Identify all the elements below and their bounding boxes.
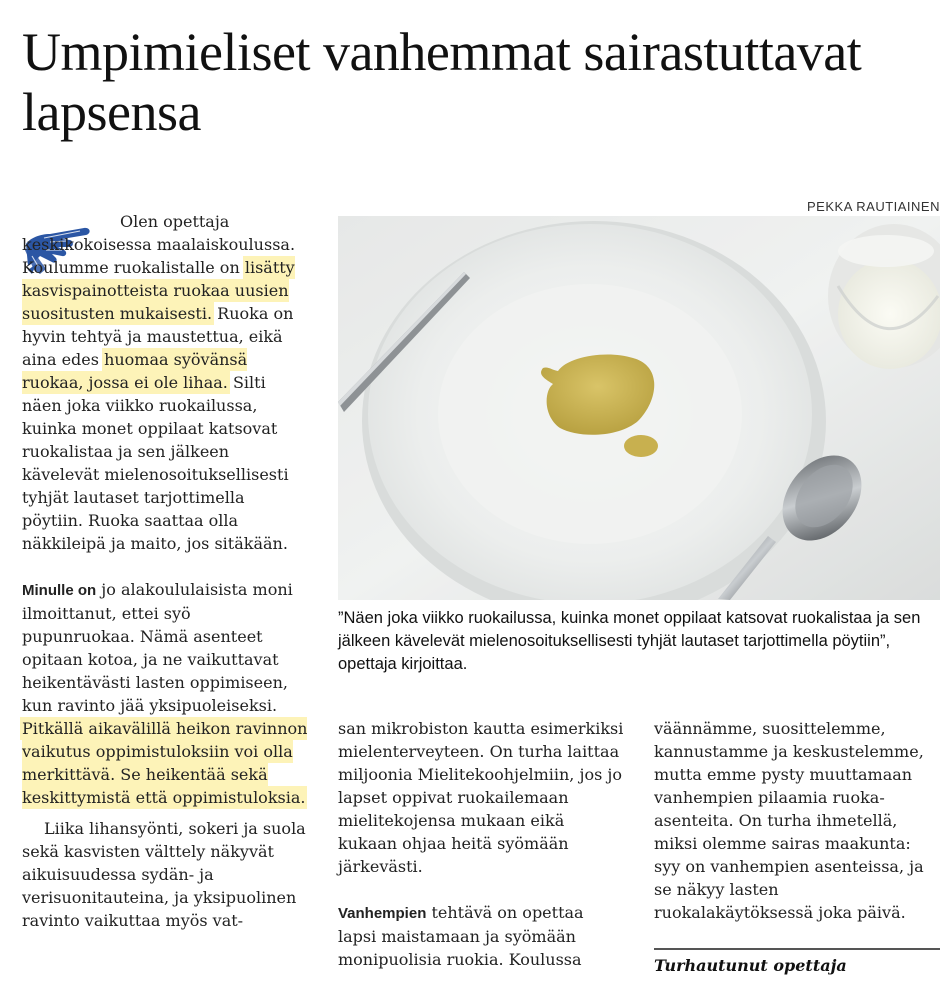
paragraph-1-intro: Olen opettaja keskikokoisessa maalaiskoulussa. Koulumme ruokalistalle on	[22, 212, 296, 277]
paragraph-4-text: tehtävä on opettaa lapsi maistamaan ja syömään monipuolisia ruokia. Koulussa	[338, 903, 584, 969]
article-column-3	[654, 717, 940, 924]
article-column-1-text	[22, 210, 308, 932]
paragraph-3-continued: san mikrobiston kautta esimerkiksi mielenterveyteen. On turha laittaa miljoonia Mielitekoohjelmiin, jos jo lapset oppivat ruokailemaan mielitekojensa mukaan eikä kukaan ohjaa heitä syömään järkevästi.	[338, 719, 624, 876]
highlight-1: lisätty kasvispainotteista ruokaa uusien suositusten mukaisesti.	[22, 258, 295, 323]
article-column-2	[338, 717, 626, 971]
headline: Umpimieliset vanhemmat sairastuttavat lapsensa	[22, 22, 862, 142]
paragraph-1-end: Silti näen joka viikko ruokailussa, kuinka monet oppilaat katsovat ruokalistaa ja sen jälkeen kävelevät mielenosoituksellisesti tyhjät lautaset tarjottimella pöytiin. Ruoka saattaa olla näkkileipä ja maito, jos sitäkään.	[22, 373, 289, 553]
paragraph-1-text	[22, 210, 308, 555]
highlight-3: Pitkällä aikavälillä heikon ravinnon vaikutus oppimistuloksiin voi olla merkittävä. Se heikentää sekä keskittymistä että oppimistuloksia.	[22, 719, 308, 807]
run-in-heading: Minulle on	[22, 582, 97, 599]
paragraph-4-continued: väännämme, suosittelemme, kannustamme ja keskustelemme, mutta emme pysty muuttamaan vanhempien pilaamia ruoka-asenteita. On turha ihmetellä, miksi olemme sairas maakunta: syy on vanhempien asenteissa, ja se näkyy lasten ruokalakäytöksessä joka päivä.	[654, 719, 924, 922]
paragraph-4-start	[338, 901, 626, 971]
signature-divider	[654, 948, 940, 950]
paragraph-2-text: jo alakoululaisista moni ilmoittanut, ettei syö pupunruokaa. Nämä asenteet opitaan kotoa, ja ne vaikuttavat heikentävästi lasten oppimiseen, kun ravinto jää yksipuoleiseksi.	[22, 580, 293, 715]
paragraph-3-start: Liika lihansyönti, sokeri ja suola sekä kasvisten välttely näkyvät aikuisuudessa sydän- ja verisuonitauteina, ja yksipuolinen ravinto vaikuttaa myös vat-	[22, 819, 306, 930]
paragraph-2	[22, 578, 308, 809]
photo-caption: ”Näen joka viikko ruokailussa, kuinka monet oppilaat katsovat ruokalistaa ja sen jälkeen kävelevät mielenosoituksellisesti tyhjät lautaset tarjottimella pöytiin”, opettaja kirjoittaa.	[338, 609, 921, 673]
paragraph-1-middle: Ruoka on hyvin tehtyä ja maustettua, eikä aina edes	[22, 304, 294, 369]
highlight-2: huomaa syövänsä ruokaa, jossa ei ole lihaa.	[22, 350, 248, 392]
photo-credit: PEKKA RAUTIAINEN	[807, 199, 940, 214]
signature: Turhautunut opettaja	[654, 956, 847, 975]
article-photo	[338, 216, 940, 600]
run-in-heading-2: Vanhempien	[338, 905, 427, 922]
